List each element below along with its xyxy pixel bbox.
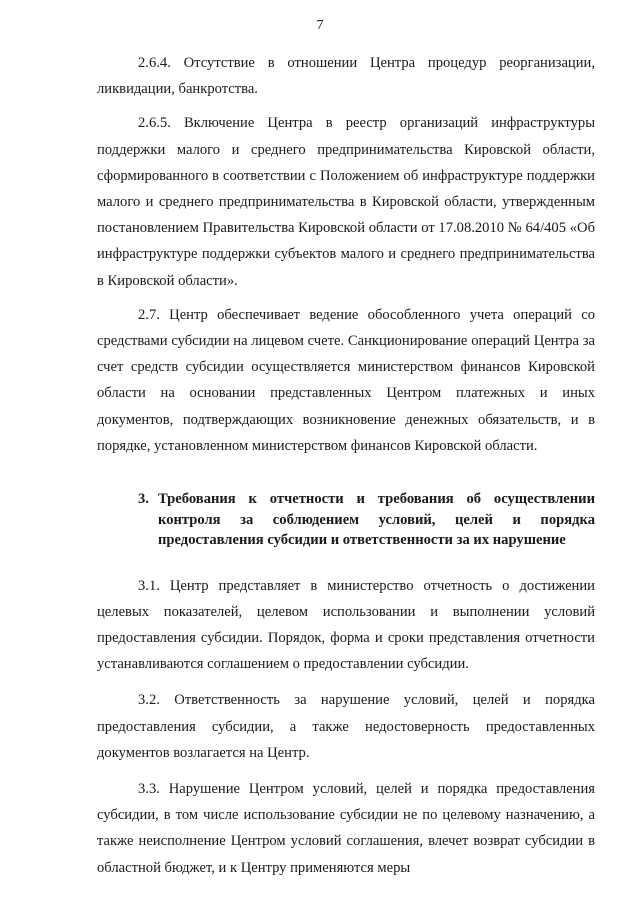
paragraph-2-7: 2.7. Центр обеспечивает ведение обособленного учета операций со средствами субсидии на лицевом счете. Санкционирование операций Центра за счет средств субсидии осуществляется министерством финансов Кировской области на основании представленных Центром платежных и иных документов, подтверждающих возникновение денежных обязательств, и в порядке, установленном министерством финансов Кировской области. (97, 306, 595, 454)
section-3-number: 3. (138, 491, 149, 508)
paragraph-2-6-4: 2.6.4. Отсутствие в отношении Центра процедур реорганизации, ликвидации, банкротства. (97, 55, 595, 98)
paragraph-3-1: 3.1. Центр представляет в министерство отчетность о достижении целевых показателей, целевом использовании и выполнении условий предоставления субсидии. Порядок, форма и сроки представления отчетности устанавливаются соглашением о предоставлении субсидии. (97, 577, 595, 673)
section-3-heading (97, 489, 595, 551)
paragraph-2-6-5: 2.6.5. Включение Центра в реестр организаций инфраструктуры поддержки малого и среднего предпринимательства Кировской области, сформированного в соответствии с Положением об инфраструктуре поддержки малого и среднего предпринимательства в Кировской области, утвержденным постановлением Правительства Кировской области от 17.08.2010 № 64/405 «Об инфраструктуре поддержки субъектов малого и среднего предпринимательства в Кировской области». (97, 115, 595, 289)
section-3-title: Требования к отчетности и требования об осуществлении контроля за соблюдением условий, целей и порядка предоставления субсидии и ответственности за их нарушение (158, 491, 595, 549)
page-number: 7 (316, 18, 324, 33)
document-body (97, 50, 595, 881)
paragraph-3-2: 3.2. Ответственность за нарушение условий, целей и порядка предоставления субсидии, а также недостоверность предоставленных документов возлагается на Центр. (97, 692, 595, 761)
paragraph-3-3: 3.3. Нарушение Центром условий, целей и порядка предоставления субсидии, в том числе использование субсидии не по целевому назначению, а также неисполнение Центром условий соглашения, влечет возврат субсидии в областной бюджет, и к Центру применяются меры (97, 780, 595, 876)
